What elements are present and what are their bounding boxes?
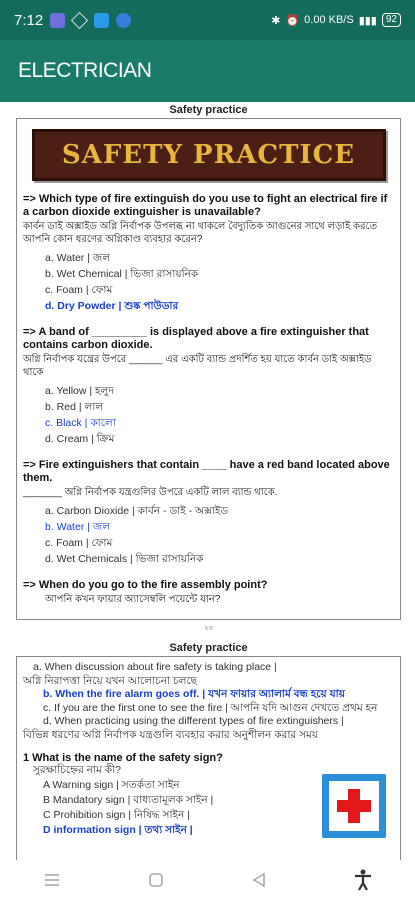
option: a. Water | জল <box>45 252 111 264</box>
option: c. Foam | ফোম <box>45 537 113 549</box>
option: a. Carbon Dioxide | কার্বন - ডাই - অক্সাইড <box>45 505 229 517</box>
question-2 <box>23 326 394 447</box>
recent-apps-button[interactable] <box>22 865 82 895</box>
question-text: => A band of _________ is displayed above a fire extinguisher that contains carbon dioxide. <box>23 326 369 351</box>
page-header: Safety practice <box>169 642 248 654</box>
accessibility-button[interactable] <box>333 865 393 895</box>
page-frame <box>16 118 401 620</box>
option-correct: D information sign | তথ্য সাইন | <box>43 823 193 836</box>
back-icon <box>251 872 267 888</box>
app-notification-icon <box>50 13 65 28</box>
option: b. Wet Chemical | ভিজা রাসায়নিক <box>45 268 199 280</box>
question-text: => When do you go to the fire assembly point? <box>23 579 268 591</box>
option-correct: d. Dry Powder | শুষ্ক পাউডার <box>45 300 179 312</box>
question-text-bangla: কার্বন ডাই অক্সাইড অগ্নি নির্বাপক উপলব্ধ না থাকলে বৈদ্যুতিক আগুনের সাথে লড়াই করতে আপনি কোন ধরণের অগ্নিকাণ্ড ব্যবহার করেন? <box>23 221 378 245</box>
option: d. Wet Chemicals | ভিজা রাসায়নিক <box>45 553 204 565</box>
option: a. Yellow | হলুদ <box>45 385 114 397</box>
option: B Mandatory sign | বাধ্যতামূলক সাইন | <box>43 793 214 806</box>
status-bar <box>0 0 415 40</box>
answer-line-correct: b. When the fire alarm goes off. | যখন ফায়ার অ্যালার্ম বন্ধ হয়ে যায় <box>43 688 345 700</box>
battery-icon: 92 <box>382 13 401 27</box>
page-header: Safety practice <box>169 104 248 116</box>
option: d. Cream | ক্রিম <box>45 433 115 445</box>
alarm-icon: ⏰ <box>285 14 300 27</box>
question-text-bangla: অগ্নি নির্বাপক যন্ত্রের উপরে ______ এর একটি ব্যান্ড প্রদর্শিত হয় যাতে কার্বন ডাই অক্সাইড থাকে <box>23 354 372 378</box>
answer-line: অগ্নি নিরাপত্তা নিয়ে যখন আলোচনা চলছে <box>23 674 198 687</box>
question-text: => Fire extinguishers that contain ____ have a red band located above them. <box>23 459 390 484</box>
answer-line: d. When practicing using the different types of fire extinguishers | <box>43 715 344 727</box>
red-cross-icon <box>329 781 379 831</box>
option: b. Red | লাল <box>45 401 104 413</box>
option-correct: c. Black | কালো <box>45 417 116 429</box>
safety-practice-banner <box>32 129 386 181</box>
document-page-1 <box>16 102 401 632</box>
option: A Warning sign | সতর্কতা সাইন <box>43 778 180 791</box>
question-text-bangla: _______ অগ্নি নির্বাপক যন্ত্রগুলির উপরে একটি লাল ব্যান্ড থাকে. <box>23 487 278 498</box>
question-text: => Which type of fire extinguish do you use to fight an electrical fire if a carbon dioxide extinguisher is unavailable? <box>23 193 388 218</box>
page-number: ২৩ <box>203 625 214 632</box>
answer-line: c. If you are the first one to see the fire | আপনি যদি আগুন দেখতে প্রথম হন <box>43 701 378 714</box>
navigation-bar <box>0 860 415 900</box>
question-3 <box>23 459 394 567</box>
status-time: 7:12 <box>14 11 44 29</box>
network-speed: 0.00 KB/S <box>304 14 354 26</box>
question-1 <box>23 193 394 314</box>
home-button[interactable] <box>126 865 186 895</box>
answer-line: বিভিন্ন ধরণের অগ্নি নির্বাপক যন্ত্রগুলি ব্যবহার করার অনুশীলন করার সময় <box>23 728 319 741</box>
app-title: ELECTRICIAN <box>18 59 152 82</box>
signal-icon: ▮▮▮ <box>358 14 377 27</box>
cloud-icon <box>116 13 131 28</box>
question-text-bangla: আপনি কখন ফায়ার অ্যাসেম্বলি পয়েন্টে যান? <box>45 594 221 605</box>
option-correct: b. Water | জল <box>45 521 111 533</box>
message-icon <box>94 13 109 28</box>
question-text-bangla: সুরক্ষাচিহ্নের নাম কী? <box>33 764 121 776</box>
warning-icon <box>71 12 88 29</box>
option: C Prohibition sign | নিষিদ্ধ সাইন | <box>43 808 190 821</box>
bluetooth-icon: ✱ <box>271 14 281 27</box>
option: c. Foam | ফোম <box>45 284 113 296</box>
menu-icon <box>43 872 61 888</box>
first-aid-button[interactable] <box>322 774 386 838</box>
question-4 <box>23 579 394 606</box>
banner-text: SAFETY PRACTICE <box>61 140 356 170</box>
accessibility-icon <box>353 869 373 891</box>
app-bar <box>0 40 415 102</box>
back-button[interactable] <box>229 865 289 895</box>
question-text: 1 What is the name of the safety sign? <box>23 752 223 764</box>
document-viewer[interactable] <box>0 102 415 860</box>
home-icon <box>148 872 164 888</box>
answer-line: a. When discussion about fire safety is taking place | <box>33 661 277 673</box>
